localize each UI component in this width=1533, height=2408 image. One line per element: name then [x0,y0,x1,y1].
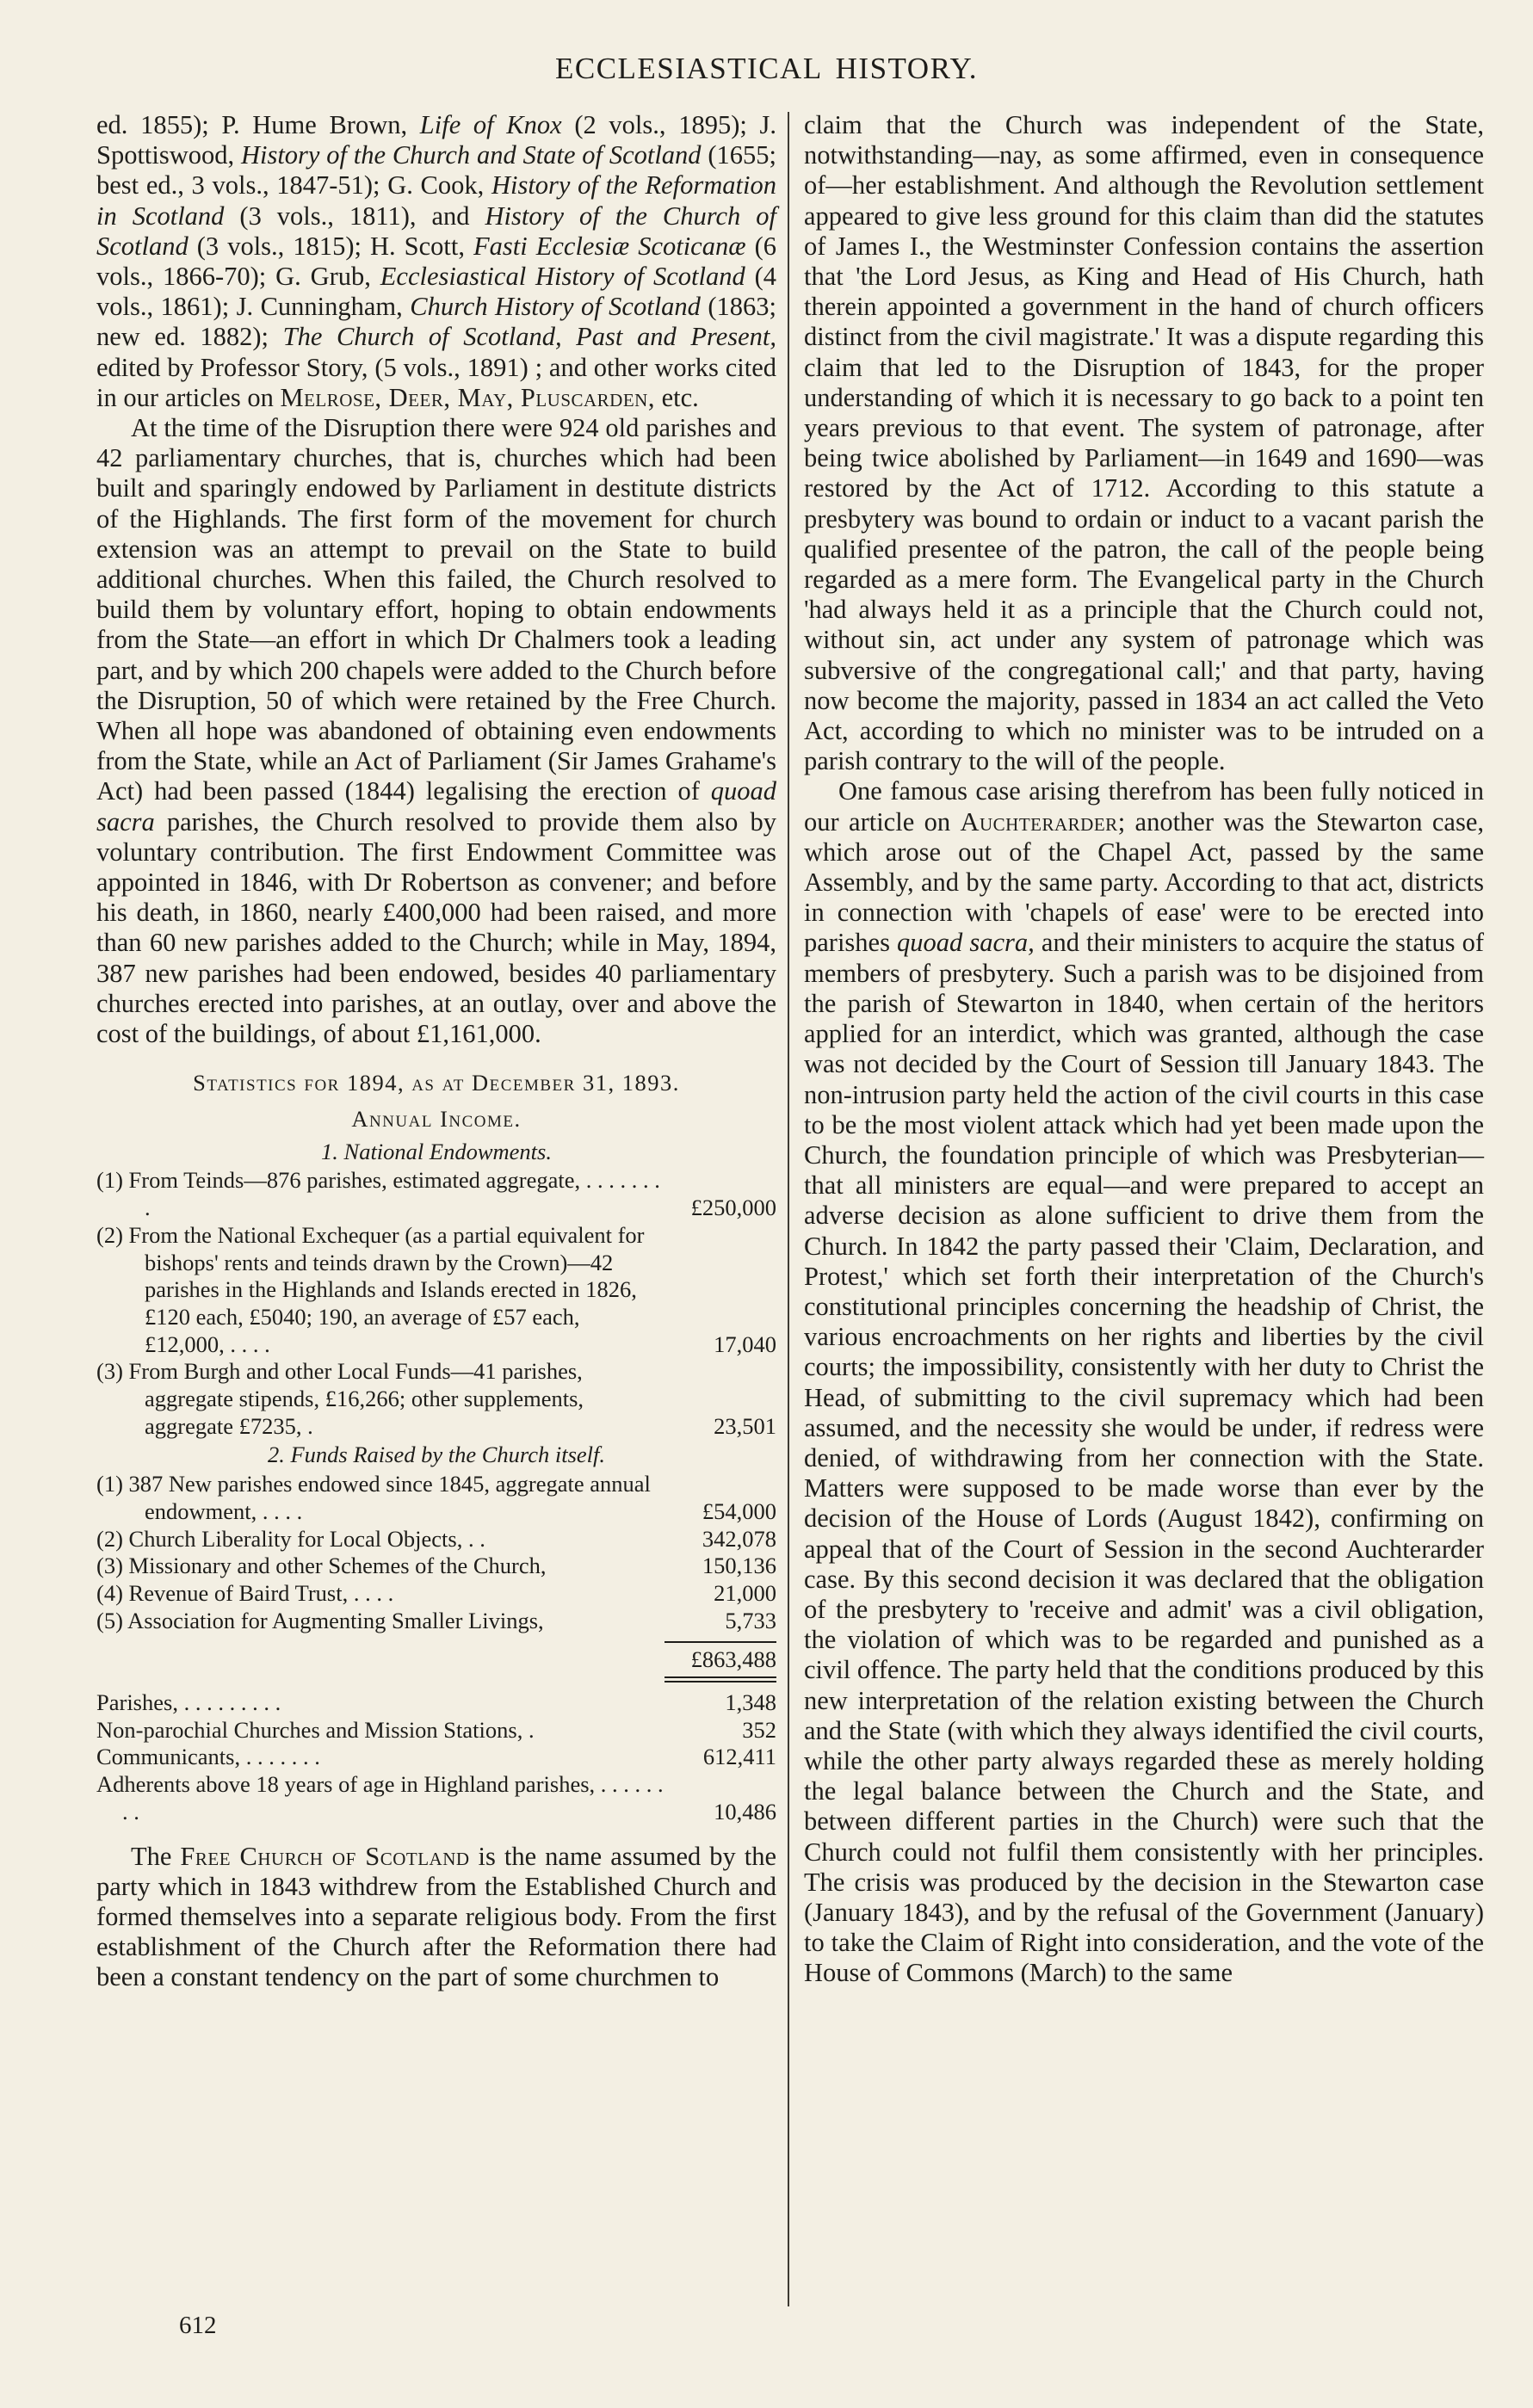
sum-rule [665,1641,776,1643]
statistics-title: Statistics for 1894, as at December 31, 1893. [193,1070,680,1096]
church-fund-row [96,1580,776,1608]
running-head: ECCLESIASTICAL HISTORY. [554,52,979,85]
church-fund-row-label: (2) Church Liberality for Local Objects, . . [96,1525,485,1552]
church-fund-row [96,1471,776,1525]
statistics-table [96,1070,776,1825]
count-row [96,1717,776,1744]
page-number: 612 [179,2312,217,2339]
church-fund-row-amount: 342,078 [702,1525,776,1552]
church-fund-row-amount: 5,733 [725,1607,776,1633]
church-fund-row-label: (1) 387 New parishes endowed since 1845, aggregate annual endowment, . . . . [96,1471,651,1524]
church-fund-row [96,1553,776,1580]
church-fund-row [96,1526,776,1553]
endowment-row-amount: 17,040 [714,1331,776,1357]
church-fund-row-label: (3) Missionary and other Schemes of the Church, [96,1553,547,1579]
total-row [96,1646,776,1674]
count-row-amount: 352 [742,1716,776,1743]
annual-income-heading: Annual Income. [351,1106,522,1132]
endowment-row [96,1222,776,1359]
count-row-amount: 10,486 [714,1798,776,1825]
count-row-label: Communicants, . . . . . . . [96,1744,320,1770]
column-divider [788,112,789,2306]
church-funds-rows [96,1471,776,1634]
endowment-row-label: (2) From the National Exchequer (as a partial equivalent for bishops' rents and teinds drawn by the Crown)—42 parishes in the Highlands and Islands erected in 1826, £120 each, £5040; 190, an average of £57 each, £12,000, . . . . [96,1221,645,1357]
count-row [96,1744,776,1771]
endowment-row [96,1167,776,1221]
count-row-amount: 612,411 [702,1744,776,1770]
endowment-row-amount: 23,501 [714,1412,776,1439]
left-column [96,110,776,1993]
count-row-label: Non-parochial Churches and Mission Stations, . [96,1716,535,1743]
church-fund-row-label: (5) Association for Augmenting Smaller Livings, [96,1607,544,1633]
endowment-row [96,1358,776,1440]
church-fund-row-amount: 150,136 [702,1553,776,1579]
total-amount: £863,488 [690,1646,776,1673]
count-row-amount: 1,348 [725,1689,776,1716]
right-column [804,110,1484,1989]
endowment-row-label: (3) From Burgh and other Local Funds—41 parishes, aggregate stipends, £16,266; other supplements, aggregate £7235, . [96,1358,584,1439]
stewarton-paragraph: One famous case arising therefrom has been fully noticed in our article on Auchterarder; another was the Stewarton case, which arose out of the Chapel Act, passed by the same Assembly, and by the same party. According to that act, districts in connection with 'chapels of ease' were to be erected into parishes quoad sacra, and their ministers to acquire the status of members of presbytery. Such a parish was to be disjoined from the parish of Stewarton in 1840, when certain of the heritors applied for an interdict, which was granted, although the case was not decided by the Court of Session till January 1843. The non-intrusion party held the action of the civil courts in this case to be the most violent attack which had yet been made upon the Church, the foundation principle of which was Presbyterian—that all ministers are equal—and were prepared to accept an adverse decision as alone sufficient to drive them from the Church. In 1842 the party passed their 'Claim, Declaration, and Protest,' which set forth their interpretation of the Church's constitutional principles concerning the headship of Christ, the various encroachments on her rights and liberties by the civil courts; the impossibility, consistently with her duty to Christ the Head, of submitting to the civil supremacy which had been assumed, and the necessity she would be under, if redress were denied, of withdrawing from her connection with the State. Matters were supposed to be made worse than ever by the decision of the House of Lords (August 1842), confirming on appeal that of the Court of Session in the second Auchterarder case. By this second decision it was declared that the obligation of the presbytery to 'receive and admit' was a civil obligation, the violation of which was to be regarded and punished as a civil offence. The party held that the conditions produced by this new interpretation of the relation existing between the Church and the State (with which they always identified the civil courts, while the other party always regarded these as merely holding the legal balance between the Church and the State, and between different parties in the Church) were such that the Church could not fulfil them consistently with her principles. The crisis was produced by the decision in the Stewarton case (January 1843), and by the refusal of the Government (January) to take the Claim of Right into consideration, and the vote of the House of Commons (March) to the same [804,776,1484,1988]
church-funds-heading: 2. Funds Raised by the Church itself. [267,1442,606,1468]
church-fund-row-amount: £54,000 [702,1497,776,1524]
national-endowments-rows [96,1167,776,1440]
church-fund-row-label: (4) Revenue of Baird Trust, . . . . [96,1579,394,1606]
church-fund-row-amount: 21,000 [714,1579,776,1606]
count-row [96,1689,776,1717]
count-row-label: Adherents above 18 years of age in Highland parishes, . . . . . . . . [96,1771,664,1825]
national-endowments-heading: 1. National Endowments. [321,1138,552,1164]
endowment-row-label: (1) From Teinds—876 parishes, estimated aggregate, . . . . . . . . [96,1167,660,1221]
count-row-label: Parishes, . . . . . . . . . [96,1689,281,1716]
disruption-paragraph: At the time of the Disruption there were 924 old parishes and 42 parliamentary churches, that is, churches which had been built and sparingly endowed by Parliament in destitute districts of the Highlands. The first form of the movement for church extension was an attempt to prevail on the State to build additional churches. When this failed, the Church resolved to build them by voluntary effort, hoping to obtain endowments from the State—an effort in which Dr Chalmers took a leading part, and by which 200 chapels were added to the Church before the Disruption, 50 of which were retained by the Free Church. When all hope was abandoned of obtaining even endowments from the State, while an Act of Parliament (Sir James Grahame's Act) had been passed (1844) legalising the erection of quoad sacra parishes, the Church resolved to provide them also by voluntary contribution. The first Endowment Committee was appointed in 1846, with Dr Robertson as convener; and before his death, in 1860, nearly £400,000 had been raised, and more than 60 new parishes added to the Church; while in May, 1894, 387 new parishes had been endowed, besides 40 parliamentary churches erected into parishes, at an outlay, over and above the cost of the buildings, of about £1,161,000. [96,413,776,1049]
church-counts-rows [96,1689,776,1826]
endowment-row-amount: £250,000 [690,1195,776,1221]
church-fund-row [96,1608,776,1635]
church-claim-paragraph: claim that the Church was independent of the State, notwithstanding—nay, as some affirmed, even in consequence of—her establishment. And although the Revolution settlement appeared to give less ground for this claim than did the statutes of James I., the Westminster Confession contains the assertion that 'the Lord Jesus, as King and Head of His Church, hath therein appointed a government in the hand of church officers distinct from the civil magistrate.' It was a dispute regarding this claim that led to the Disruption of 1843, for the proper understanding of which it is necessary to go back to a point ten years previous to that event. The system of patronage, after being twice abolished by Parliament—in 1649 and 1690—was restored by the Act of 1712. According to this statute a presbytery was bound to ordain or induct to a vacant parish the qualified presentee of the patron, the call of the people being regarded as a mere form. The Evangelical party in the Church 'had always held it as a principle that the Church could not, without sin, act under any system of patronage which was subversive of the congregational call;' and that party, having now become the majority, passed in 1834 an act called the Veto Act, according to which no minister was to be intruded on a parish contrary to the will of the people. [804,110,1484,776]
total-double-rule [665,1676,776,1683]
free-church-paragraph: The Free Church of Scotland is the name assumed by the party which in 1843 withdrew from the Established Church and formed themselves into a separate religious body. From the first establishment of the Church after the Reformation there had been a constant tendency on the part of some churchmen to [96,1841,776,1992]
bibliography-paragraph: ed. 1855); P. Hume Brown, Life of Knox (2 vols., 1895); J. Spottiswood, History of the Church and State of Scotland (1655; best ed., 3 vols., 1847-51); G. Cook, History of the Reformation in Scotland (3 vols., 1811), and History of the Church of Scotland (3 vols., 1815); H. Scott, Fasti Ecclesiæ Scoticanæ (6 vols., 1866-70); G. Grub, Ecclesiastical History of Scotland (4 vols., 1861); J. Cunningham, Church History of Scotland (1863; new ed. 1882); The Church of Scotland, Past and Present, edited by Professor Story, (5 vols., 1891) ; and other works cited in our articles on Melrose, Deer, May, Pluscarden, etc. [96,110,777,412]
count-row [96,1771,776,1825]
